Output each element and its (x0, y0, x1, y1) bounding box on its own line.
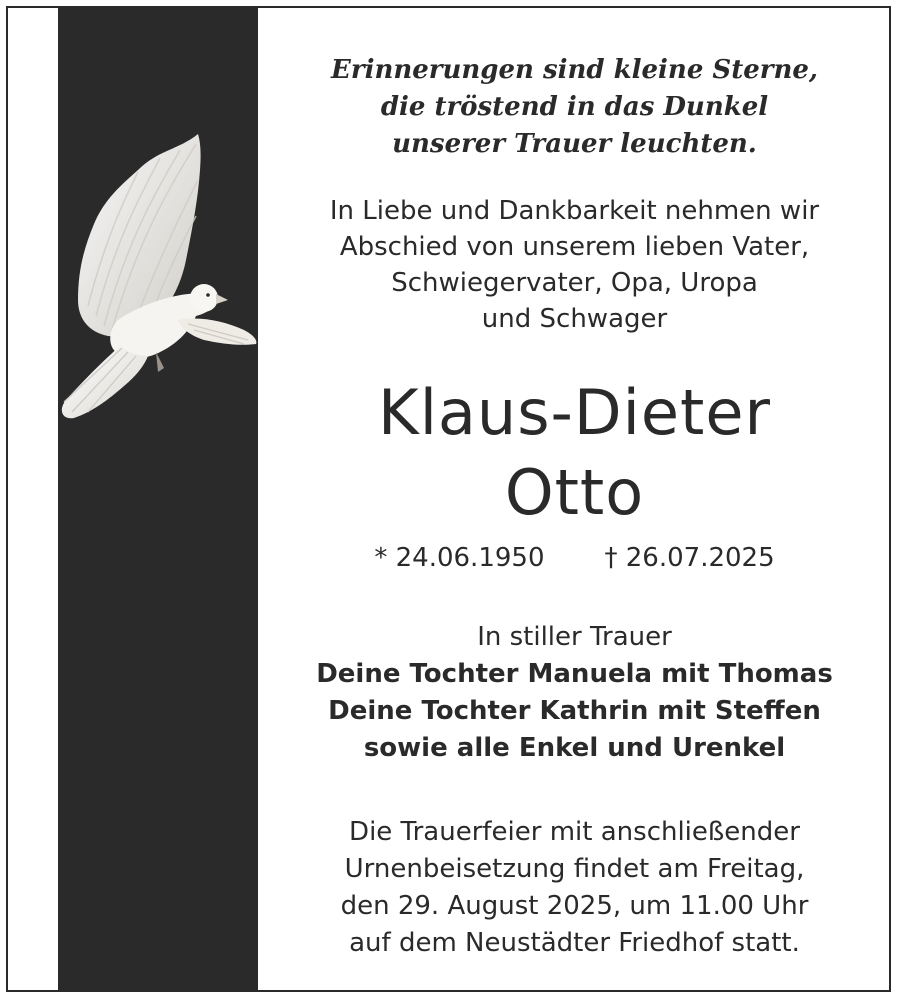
funeral-line: Die Trauerfeier mit anschließender (349, 817, 800, 847)
death-notice (6, 6, 891, 992)
memorial-quote (258, 52, 891, 163)
quote-line: die tröstend in das Dunkel (380, 92, 769, 122)
funeral-line: den 29. August 2025, um 11.00 Uhr (340, 891, 809, 921)
funeral-line: Urnenbeisetzung findet am Freitag, (344, 854, 805, 884)
life-dates (258, 540, 891, 576)
death-date: † 26.07.2025 (604, 543, 775, 573)
mourner-line: Deine Tochter Manuela mit Thomas (316, 659, 833, 689)
farewell-intro (258, 193, 891, 337)
mourner-line: Deine Tochter Kathrin mit Steffen (328, 696, 821, 726)
notice-content (258, 8, 891, 990)
funeral-info (258, 814, 891, 962)
birth-date: * 24.06.1950 (374, 543, 545, 573)
intro-line: In Liebe und Dankbarkeit nehmen wir (329, 196, 820, 226)
mourners (258, 619, 891, 767)
deceased-name (258, 373, 891, 533)
intro-line: Schwiegervater, Opa, Uropa (391, 268, 758, 298)
quote-line: Erinnerungen sind kleine Sterne, (331, 55, 818, 85)
deceased-last-name: Otto (504, 456, 645, 529)
quote-line: unserer Trauer leuchten. (392, 129, 757, 159)
mourners-intro: In stiller Trauer (477, 622, 672, 652)
mourner-line: sowie alle Enkel und Urenkel (363, 733, 786, 763)
deceased-first-name: Klaus-Dieter (378, 376, 771, 449)
dove-icon (8, 120, 258, 430)
intro-line: und Schwager (481, 304, 668, 334)
intro-line: Abschied von unserem lieben Vater, (339, 232, 810, 262)
funeral-line: auf dem Neustädter Friedhof statt. (349, 928, 800, 958)
